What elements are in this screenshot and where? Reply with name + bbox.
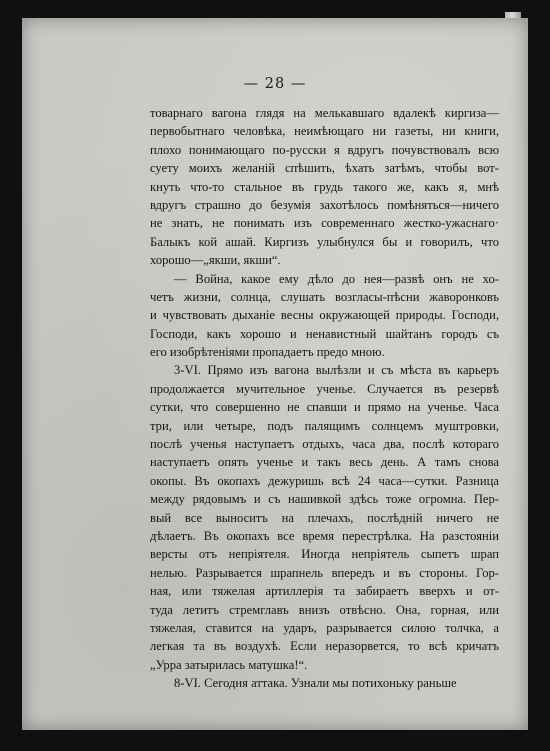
text-line: тяжелая, ставится на ударъ, разрывается силою толчка, а: [150, 620, 499, 635]
text-line: хорошо—„якши, якши“.: [150, 253, 281, 268]
text-line: легкая та въ воздухѣ. Если неразорвется, то всѣ кричатъ: [150, 639, 499, 654]
paragraph: [150, 270, 499, 362]
text-line: окопы. Въ окопахъ дежуришь всѣ 24 часа—сутки. Разница: [150, 473, 499, 488]
text-line: ная, или тяжелая артиллерія та забираетъ вверхъ и от-: [150, 584, 499, 599]
text-line: вый все выноситъ на плечахъ, послѣдній ничего не: [150, 510, 499, 525]
paragraph: [150, 361, 499, 674]
text-line: продолжается мучительное ученье. Случается въ резервѣ: [150, 381, 499, 396]
text-line: — Война, какое ему дѣло до нея—развѣ онъ не хо-: [174, 271, 499, 286]
text-line: первобытнаго человѣка, неимѣющаго ни газеты, ни книги,: [150, 124, 499, 139]
text-line: 3-VI. Прямо изъ вагона вылѣзли и съ мѣста въ карьеръ: [174, 363, 499, 378]
text-line: суету моихъ желаній спѣшить, ѣхать затѣмъ, чтобы вот-: [150, 161, 499, 176]
text-line: версты отъ непріятеля. Иногда непріятель сыпетъ шрап: [150, 547, 499, 562]
paragraph: [150, 104, 499, 270]
text-line: послѣ ученья наступаетъ отдыхъ, часа два, послѣ котораго: [150, 437, 499, 452]
text-line: три, или четыре, подъ палящимъ солнцемъ муштровки,: [150, 418, 499, 433]
text-line: туда летитъ стремглавъ внизъ отвѣсно. Она, горная, или: [150, 602, 499, 617]
text-line: Балыкъ кой ашай. Киргизъ улыбнулся бы и говорилъ, что: [150, 234, 499, 249]
text-line: вдругъ страшно до безумія захотѣлось помѣняться—ничего: [150, 197, 499, 212]
text-line: кнуть что-то стальное въ грудь такого же, какъ я, мнѣ: [150, 179, 499, 194]
text-line: его изобрѣтеніями пропадаетъ предо мною.: [150, 345, 385, 360]
text-line: нелью. Разрывается шрапнель впередъ и въ стороны. Гор-: [150, 565, 499, 580]
text-line: не знать, не понимать изъ современнаго жестко-ужаснаго·: [150, 216, 499, 231]
page-text: [150, 104, 499, 693]
text-line: дѣлаетъ. Въ окопахъ все время перестрѣлка. На разстояніи: [150, 528, 499, 543]
text-line: между рядовымъ и съ нашивкой здѣсь тоже огромна. Пер-: [150, 492, 499, 507]
text-line: четъ жизни, солнца, слушать возгласы-пѣсни жаворонковъ: [150, 289, 499, 304]
text-line: сутки, что совершенно не спавши и прямо на ученье. Часа: [150, 400, 499, 415]
paragraph: [150, 674, 499, 692]
text-line: плохо понимающаго по-русски я вдругъ почувствовалъ всю: [150, 142, 499, 157]
text-line: и чувствовать дыханіе весны окружающей природы. Господи,: [150, 308, 499, 323]
text-line: наступаетъ опять ученье и такъ весь день. А тамъ снова: [150, 455, 499, 470]
text-line: 8-VI. Сегодня аттака. Узнали мы потихоньку раньше: [174, 676, 457, 691]
page-number: — 28 —: [243, 76, 307, 92]
text-line: „Урра затырилась матушка!“.: [150, 657, 308, 672]
text-line: Господи, какъ хорошо и ненавистный шайтанъ городъ съ: [150, 326, 499, 341]
text-line: товарнаго вагона глядя на мелькавшаго вдалекѣ киргиза—: [150, 106, 499, 120]
